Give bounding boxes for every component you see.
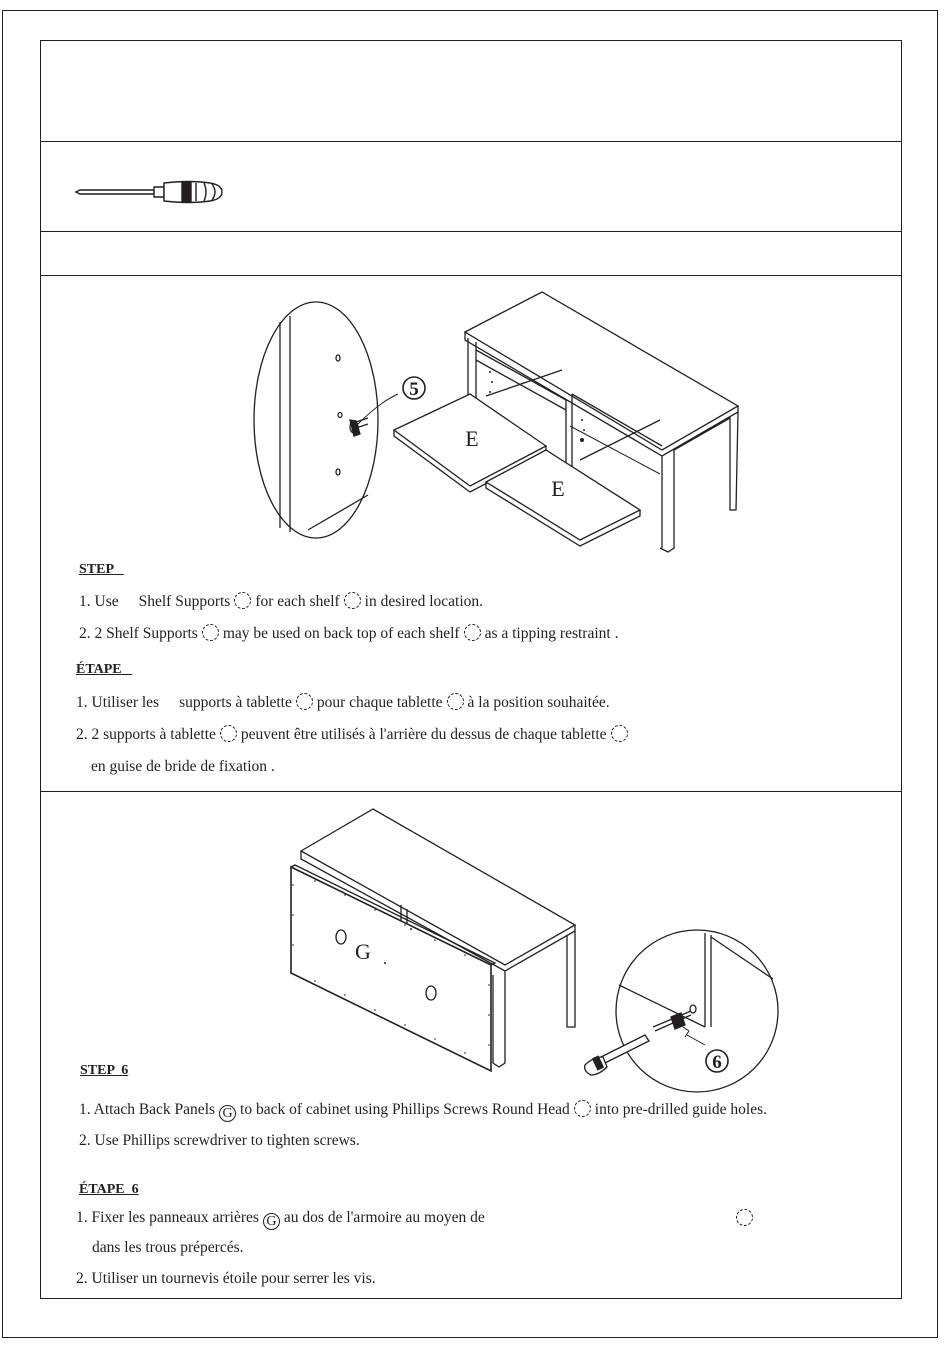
step5-illustration bbox=[250, 290, 750, 555]
step6-line-2: 2. Use Phillips screwdriver to tighten screws. bbox=[79, 1132, 360, 1149]
part-circle bbox=[611, 725, 628, 742]
step6-fr-heading: ÉTAPE 6 bbox=[79, 1182, 139, 1197]
step5-fr-line-1: 1. Utiliser les supports à tablette pour chaque tablette à la position souhaitée. bbox=[76, 694, 610, 711]
step5-line-1: 1. Use Shelf Supports for each shelf in desired location. bbox=[79, 593, 484, 610]
part-circle bbox=[344, 592, 361, 609]
svg-text:5: 5 bbox=[409, 379, 419, 400]
part-circle bbox=[234, 592, 251, 609]
shelf-label-e: E bbox=[551, 476, 565, 501]
step5-fr-line-3: en guise de bride de fixation . bbox=[91, 758, 275, 775]
step6-heading: STEP 6 bbox=[80, 1063, 129, 1078]
step6-fr-line-1: 1. Fixer les panneaux arrières G au dos de l'armoire au moyen de bbox=[76, 1209, 485, 1229]
step5-line-2: 2. 2 Shelf Supports may be used on back top of each shelf as a tipping restraint . bbox=[79, 625, 619, 642]
part-circle bbox=[464, 624, 481, 641]
part-circle bbox=[447, 693, 464, 710]
divider bbox=[41, 791, 901, 792]
part-circle bbox=[574, 1100, 591, 1117]
part-circle bbox=[736, 1209, 753, 1226]
step6-fr-line-3: 2. Utiliser un tournevis étoile pour serrer les vis. bbox=[76, 1270, 376, 1287]
part-circle bbox=[296, 693, 313, 710]
divider bbox=[41, 275, 901, 276]
step5-fr-line-2: 2. 2 supports à tablette peuvent être utilisés à l'arrière du dessus de chaque tablette bbox=[76, 725, 632, 744]
part-circle bbox=[220, 725, 237, 742]
screwdriver-icon bbox=[70, 175, 230, 209]
step5-heading: STEP bbox=[79, 562, 114, 577]
step6-fr-line-2: dans les trous prépercés. bbox=[92, 1239, 244, 1256]
panel-label-g: G bbox=[355, 939, 371, 964]
detail-zoom-ellipse bbox=[254, 302, 378, 538]
step6-illustration bbox=[285, 805, 785, 1095]
step6-line-1: 1. Attach Back Panels G to back of cabinet using Phillips Screws Round Head into pre-drilled guide holes. bbox=[79, 1101, 767, 1121]
part-circle-g: G bbox=[263, 1213, 280, 1230]
part-circle-g: G bbox=[219, 1105, 236, 1122]
step5-fr-heading: ÉTAPE bbox=[76, 662, 122, 677]
divider bbox=[41, 231, 901, 232]
shelf-label-e: E bbox=[465, 426, 479, 451]
divider bbox=[41, 141, 901, 142]
detail-zoom-circle bbox=[616, 930, 778, 1092]
svg-text:6: 6 bbox=[712, 1052, 722, 1073]
part-circle bbox=[202, 624, 219, 641]
